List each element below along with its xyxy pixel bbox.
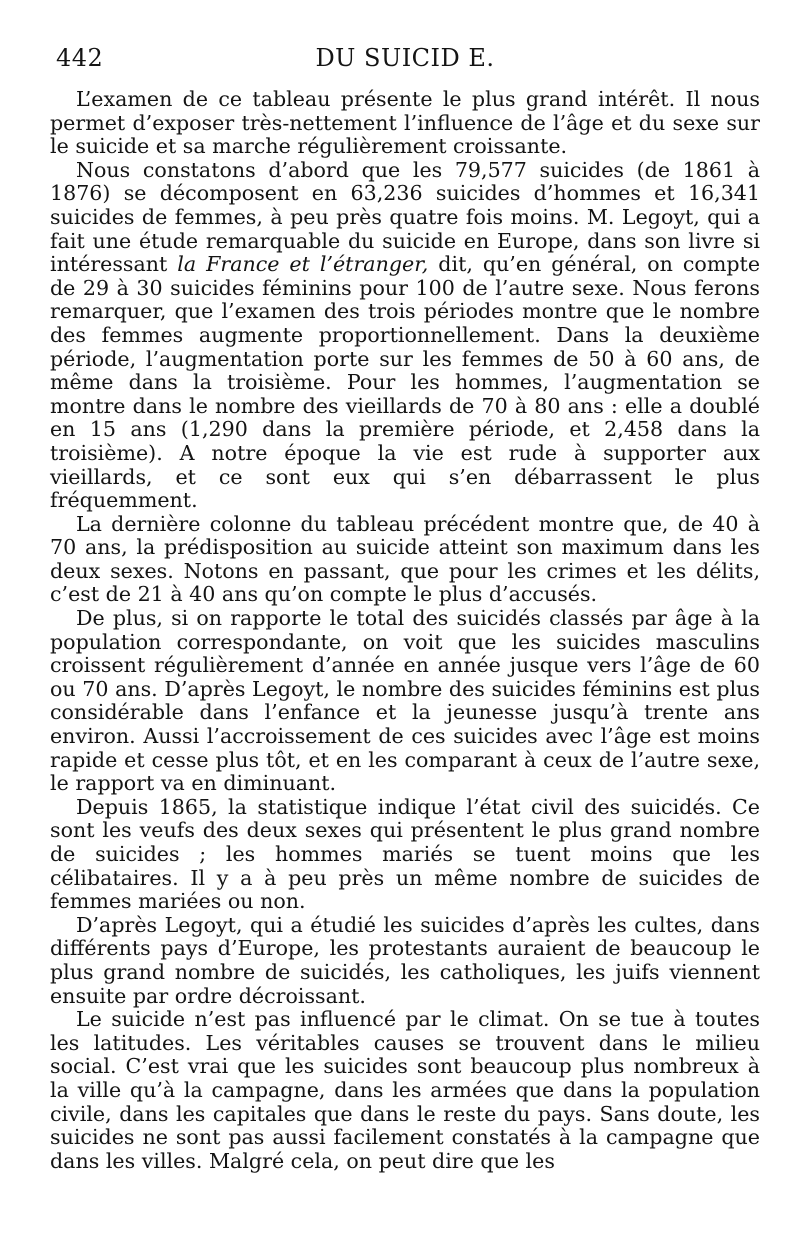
paragraph: De plus, si on rapporte le total des suicidés classés par âge à la population correspondante, on voit que les suicides masculins croissent régulièrement d’année en année jusque vers l’âge de 60 ou 70 ans. D’après Legoyt, le nombre des suicides féminins est plus considérable dans l’enfance et la jeunesse jusqu’à trente ans environ. Aussi l’accroissement de ces suicides avec l’âge est moins rapide et cesse plus tôt, et en les comparant à ceux de l’autre sexe, le rapport va en diminuant. [50, 606, 760, 796]
body-text [50, 88, 760, 1173]
page-number: 442 [56, 44, 104, 72]
paragraph: La dernière colonne du tableau précédent montre que, de 40 à 70 ans, la prédisposition au suicide atteint son maximum dans les deux sexes. Notons en passant, que pour les crimes et les délits, c’est de 21 à 40 ans qu’on compte le plus d’accusés. [50, 511, 760, 607]
paragraph: Le suicide n’est pas influencé par le climat. On se tue à toutes les latitudes. Les véritables causes se trouvent dans le milieu social. C’est vrai que les suicides sont beaucoup plus nombreux à la ville qu’à la campagne, dans les armées que dans la population civile, dans les capitales que dans le reste du pays. Sans doute, les suicides ne sont pas aussi facilement constatés à la campagne que dans les villes. Malgré cela, on peut dire que les [50, 1007, 760, 1173]
paragraph: L’examen de ce tableau présente le plus grand intérêt. Il nous permet d’exposer très-nettement l’influence de l’âge et du sexe sur le suicide et sa marche régulièrement croissante. [50, 87, 760, 159]
paragraph: Nous constatons d’abord que les 79,577 suicides (de 1861 à 1876) se décomposent en 63,236 suicides d’hommes et 16,341 suicides de femmes, à peu près quatre fois moins. M. Legoyt, qui a fait une étude remarquable du suicide en Europe, dans son livre si intéressant la France et l’étranger, dit, qu’en général, on compte de 29 à 30 suicides féminins pour 100 de l’autre sexe. Nous ferons remarquer, que l’examen des trois périodes montre que le nombre des femmes augmente proportionnellement. Dans la deuxième période, l’augmentation porte sur les femmes de 50 à 60 ans, de même dans la troisième. Pour les hommes, l’augmentation se montre dans le nombre des vieillards de 70 à 80 ans : elle a doublé en 15 ans (1,290 dans la première période, et 2,458 dans la troisième). A notre époque la vie est rude à supporter aux vieillards, et ce sont eux qui s’en débarrassent le plus fréquemment. [50, 157, 761, 513]
paragraph: D’après Legoyt, qui a étudié les suicides d’après les cultes, dans différents pays d’Europe, les protestants auraient de beaucoup le plus grand nombre de suicidés, les catholiques, les juifs viennent ensuite par ordre décroissant. [50, 912, 760, 1008]
running-title: DU SUICID E. [315, 44, 495, 72]
paragraph: Depuis 1865, la statistique indique l’état civil des suicidés. Ce sont les veufs des deux sexes qui présentent le plus grand nombre de suicides ; les hommes mariés se tuent moins que les célibataires. Il y a à peu près un même nombre de suicides de femmes mariées ou non. [50, 794, 760, 914]
book-title: la France et l’étranger, [177, 252, 429, 277]
page-header [50, 44, 760, 78]
